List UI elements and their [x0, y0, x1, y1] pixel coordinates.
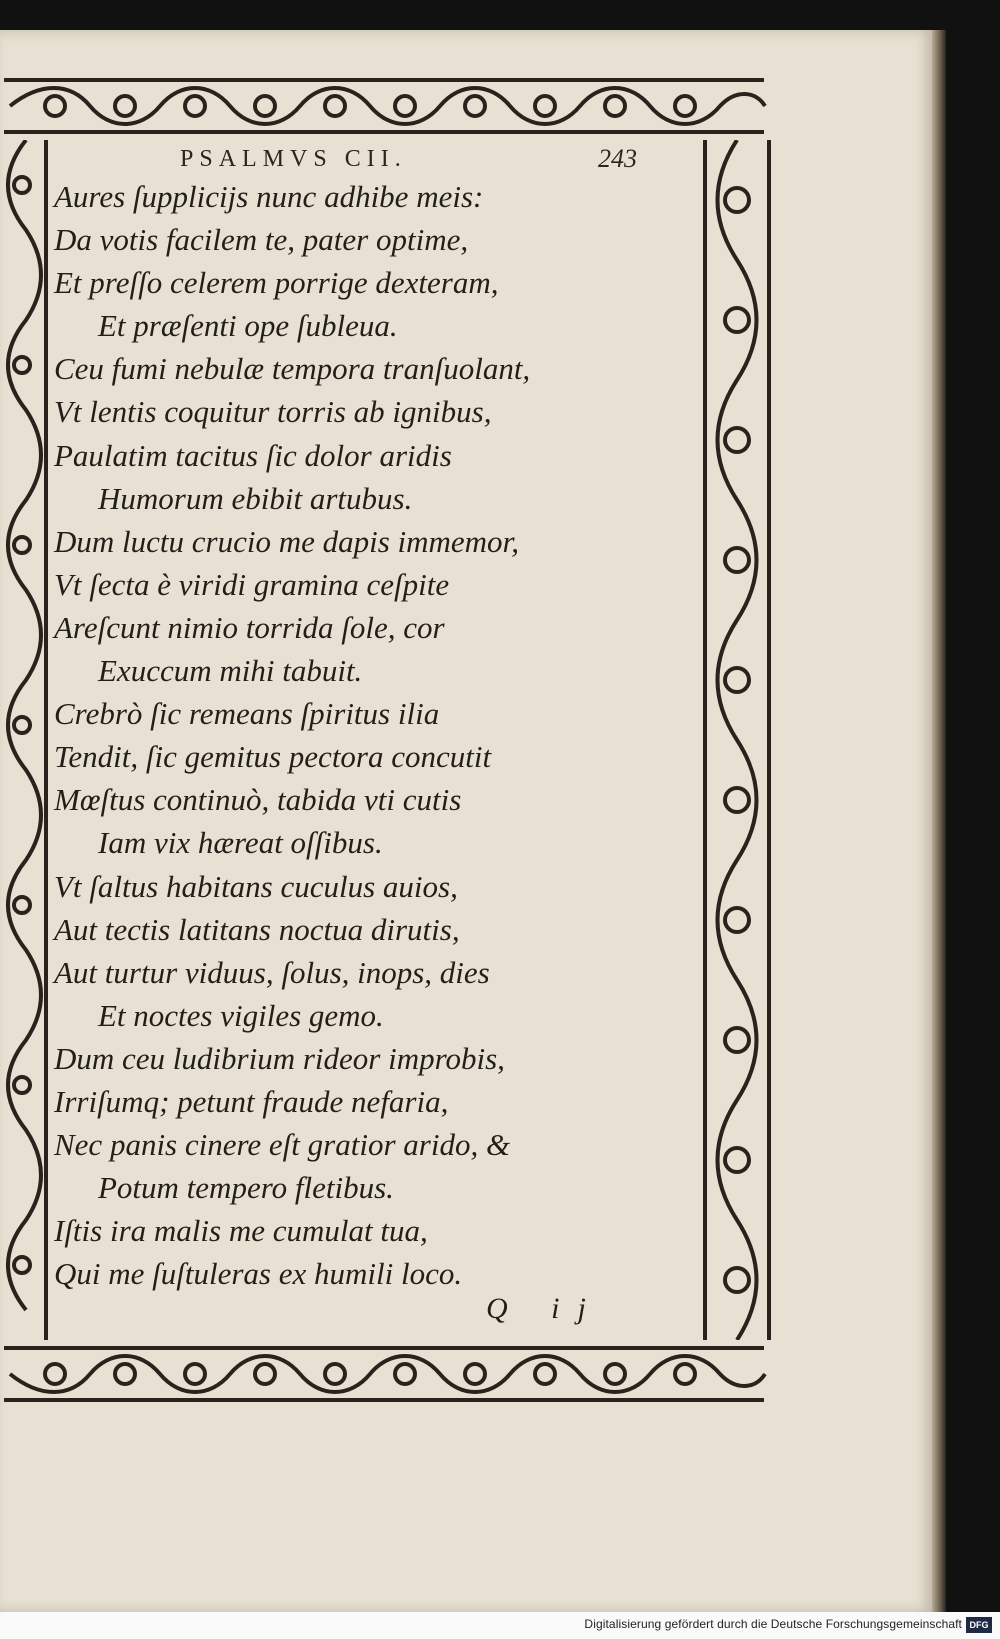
verse-line: Vt ſecta è viridi gramina ceſpite: [54, 566, 450, 602]
verse-line: Dum luctu crucio me dapis immemor,: [54, 523, 519, 559]
border-top-ornament: [0, 72, 775, 140]
verse-line: Irriſumq; petunt fraude nefaria,: [54, 1083, 449, 1119]
verse-line: Tendit, ſic gemitus pectora concutit: [54, 739, 492, 775]
running-head: PSALMVS CII.: [180, 146, 407, 172]
verse-line: Aut turtur viduus, ſolus, inops, dies: [54, 954, 490, 990]
verse-line: Nec panis cinere eſt gratior arido, &: [54, 1127, 511, 1163]
verse-line: Iam vix hæreat oſſibus.: [98, 825, 383, 861]
verse-line: Potum tempero fletibus.: [98, 1170, 394, 1206]
verse-line: Mœſtus continuò, tabida vti cutis: [54, 782, 462, 818]
signature-mark: Q ij: [486, 1292, 604, 1325]
verse-line: Et preſſo celerem porrige dexteram,: [54, 265, 499, 301]
verse-line: Da votis facilem te, pater optime,: [54, 222, 469, 258]
verse-line: Aut tectis latitans noctua dirutis,: [54, 911, 460, 947]
verse-line: Paulatim tacitus ſic dolor aridis: [54, 437, 452, 473]
verse-line: Vt lentis coquitur torris ab ignibus,: [54, 394, 492, 430]
verse-line: Areſcunt nimio torrida ſole, cor: [54, 609, 445, 645]
page-edge: [932, 30, 946, 1612]
verse-line: Aures ſupplicijs nunc adhibe meis:: [54, 179, 484, 214]
verse-line: Humorum ebibit artubus.: [98, 480, 413, 516]
dfg-logo: DFG: [966, 1617, 992, 1633]
page-number: 243: [598, 144, 637, 173]
verse-line: Et noctes vigiles gemo.: [98, 997, 384, 1033]
verse-line: Iſtis ira malis me cumulat tua,: [54, 1213, 428, 1249]
border-left-ornament: [0, 140, 50, 1340]
verse-line: Crebrò ſic remeans ſpiritus ilia: [54, 696, 440, 732]
verse-line: Qui me ſuſtuleras ex humili loco.: [54, 1256, 463, 1292]
psalm-text: [54, 175, 694, 1295]
verse-line: Vt ſaltus habitans cuculus auios,: [54, 868, 458, 904]
border-right-ornament: [701, 140, 775, 1340]
verse-line: Ceu fumi nebulæ tempora tranſuolant,: [54, 351, 531, 387]
verse-line: Exuccum mihi tabuit.: [98, 653, 363, 689]
verse-line: Dum ceu ludibrium rideor improbis,: [54, 1040, 505, 1076]
border-bottom-ornament: [0, 1340, 775, 1408]
verse-line: Et præſenti ope ſubleua.: [98, 308, 398, 344]
footer-credit: Digitalisierung gefördert durch die Deutsche Forschungsgemeinschaft: [584, 1617, 962, 1631]
digitization-footer: [0, 1612, 1000, 1639]
